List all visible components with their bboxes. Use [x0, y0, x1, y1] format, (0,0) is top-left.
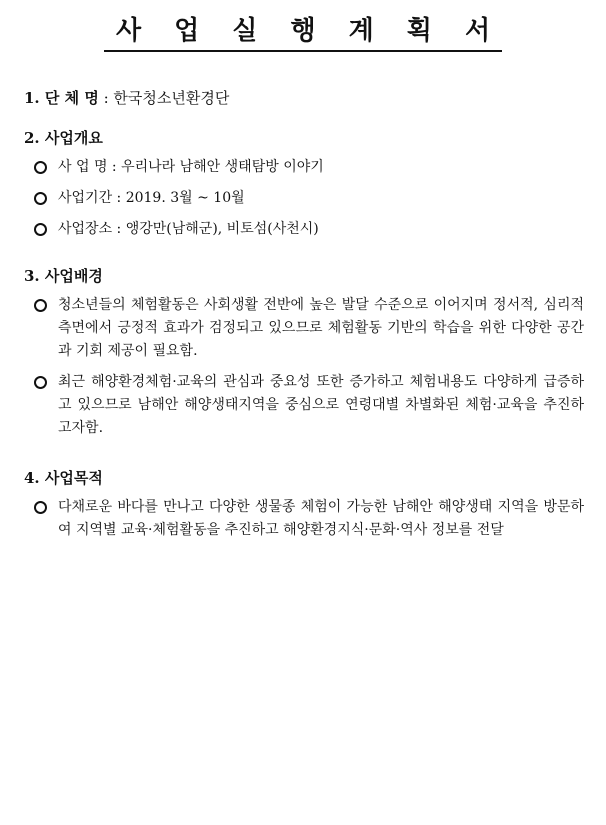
section-heading [24, 128, 584, 148]
section-heading [24, 88, 584, 108]
document-title [0, 14, 606, 52]
list-item [24, 371, 584, 440]
section-organization [24, 88, 584, 108]
circle-bullet-icon [34, 501, 47, 514]
section-title: 사업개요 [44, 129, 103, 147]
section-number: 2. [24, 129, 40, 147]
list-item-text: 다채로운 바다를 만나고 다양한 생물종 체험이 가능한 남해안 해양생태 지역을 방문하여 지역별 교육·체험활동을 추진하고 해양환경지식·문화·역사 정보를 전달 [58, 499, 584, 538]
section-title: 단 체 명 [44, 89, 99, 107]
section-background [24, 266, 584, 440]
section-number: 4. [24, 469, 40, 487]
list-item-text: 청소년들의 체험활동은 사회생활 전반에 높은 발달 수준으로 이어지며 정서적, 심리적 측면에서 긍정적 효과가 검정되고 있으므로 체험활동 기반의 학습을 위한 다양한 공간과 기회 제공이 필요함. [58, 297, 584, 359]
document-title-text: 사 업 실 행 계 획 서 [104, 14, 502, 52]
section-purpose [24, 468, 584, 542]
circle-bullet-icon [34, 299, 47, 312]
separator: : [98, 89, 114, 107]
section-title: 사업배경 [44, 267, 103, 285]
circle-bullet-icon [34, 223, 47, 236]
section-number: 1. [24, 89, 40, 107]
circle-bullet-icon [34, 161, 47, 174]
circle-bullet-icon [34, 192, 47, 205]
list-item [24, 187, 584, 210]
list-item [24, 496, 584, 542]
list-item-text: 사업장소 : 앵강만(남해군), 비토섬(사천시) [58, 221, 319, 237]
section-number: 3. [24, 267, 40, 285]
organization-name: 한국청소년환경단 [113, 89, 230, 107]
section-heading [24, 266, 584, 286]
list-item-text: 최근 해양환경체험·교육의 관심과 중요성 또한 증가하고 체험내용도 다양하게 급증하고 있으므로 남해안 해양생태지역을 중심으로 연령대별 차별화된 체험·교육을 추진하고자함. [58, 374, 584, 436]
list-item-text: 사 업 명 : 우리나라 남해안 생태탐방 이야기 [58, 159, 324, 175]
list-item [24, 294, 584, 363]
section-title: 사업목적 [44, 469, 103, 487]
section-overview [24, 128, 584, 241]
section-heading [24, 468, 584, 488]
circle-bullet-icon [34, 376, 47, 389]
list-item [24, 156, 584, 179]
list-item-text: 사업기간 : 2019. 3월 ~ 10월 [58, 190, 245, 206]
list-item [24, 218, 584, 241]
